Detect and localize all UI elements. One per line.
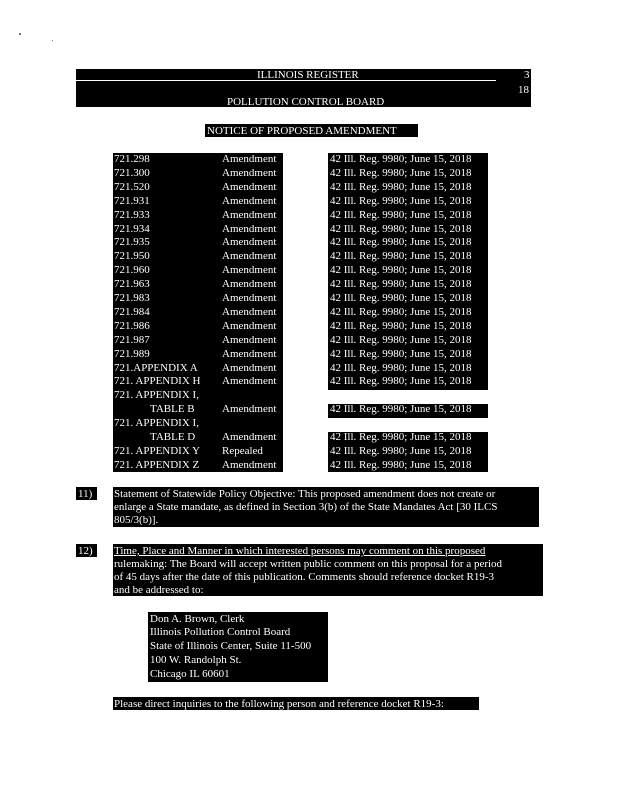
table-cell-action: Amendment — [222, 361, 277, 374]
item-11-line-2: enlarge a State mandate, as defined in Section 3(b) of the State Mandates Act [30 ILCS — [114, 501, 498, 513]
table-cell-citation: 42 Ill. Reg. 9980; June 15, 2018 — [330, 292, 472, 304]
table-cell-action — [222, 389, 283, 402]
table-cell-citation: 42 Ill. Reg. 9980; June 15, 2018 — [330, 403, 472, 416]
table-cell-citation: 42 Ill. Reg. 9980; June 15, 2018 — [330, 208, 472, 221]
table-cell-citation: 42 Ill. Reg. 9980; June 15, 2018 — [330, 180, 472, 193]
table-cell-citation: 42 Ill. Reg. 9980; June 15, 2018 — [330, 166, 472, 179]
table-cell-action: Amendment — [222, 278, 277, 291]
register-title: ILLINOIS REGISTER — [257, 69, 359, 81]
table-cell-section: 721. APPENDIX Z — [114, 458, 200, 471]
item-12-line-2: rulemaking: The Board will accept written public comment on this proposal for a period — [114, 558, 503, 570]
table-cell-action: Amendment — [222, 264, 277, 277]
address-line-3: State of Illinois Center, Suite 11-500 — [150, 640, 312, 652]
page-number: 3 — [524, 69, 530, 81]
table-cell-action: Amendment — [222, 153, 277, 165]
table-cell-section: 721. APPENDIX H — [114, 375, 201, 388]
table-cell-citation: 42 Ill. Reg. 9980; June 15, 2018 — [330, 194, 472, 207]
notice-title: NOTICE OF PROPOSED AMENDMENT — [207, 125, 397, 137]
address-line-1: Don A. Brown, Clerk — [150, 613, 245, 625]
table-cell-citation: 42 Ill. Reg. 9980; June 15, 2018 — [330, 333, 472, 346]
table-cell-action: Amendment — [222, 319, 277, 332]
scan-speck — [19, 33, 21, 35]
item-11-line-1: Statement of Statewide Policy Objective: This proposed amendment does not create or — [114, 488, 496, 500]
table-cell-citation: 42 Ill. Reg. 9980; June 15, 2018 — [330, 361, 472, 374]
table-cell-citation: 42 Ill. Reg. 9980; June 15, 2018 — [330, 347, 472, 360]
item-11-number: 11) — [78, 488, 93, 500]
table-cell-section: 721.986 — [114, 319, 150, 332]
table-cell-section: 721.933 — [114, 208, 150, 221]
table-cell-section: 721.931 — [114, 194, 150, 207]
table-cell-action: Amendment — [222, 222, 277, 235]
table-cell-section: 721. APPENDIX I, — [114, 389, 199, 402]
item-12-line-1: Time, Place and Manner in which interested persons may comment on this proposed — [114, 545, 486, 557]
item-12-line-4: and be addressed to: — [114, 584, 204, 596]
table-cell-action — [222, 417, 283, 430]
table-cell-section: 721.983 — [114, 292, 150, 304]
table-cell-section: 721.963 — [114, 278, 150, 291]
table-cell-section: 721.989 — [114, 347, 150, 360]
table-cell-action: Amendment — [222, 236, 277, 249]
table-cell-citation: 42 Ill. Reg. 9980; June 15, 2018 — [330, 431, 472, 443]
item-12-number: 12) — [78, 545, 93, 557]
table-cell-citation — [330, 389, 488, 402]
table-cell-citation — [330, 417, 488, 430]
table-cell-section: 721.298 — [114, 153, 150, 165]
table-cell-section: 721.984 — [114, 305, 150, 318]
issue-number: 18 — [518, 84, 529, 96]
table-cell-section: TABLE D — [150, 431, 196, 443]
table-cell-citation: 42 Ill. Reg. 9980; June 15, 2018 — [330, 319, 472, 332]
table-cell-section: 721.934 — [114, 222, 150, 235]
table-cell-action: Amendment — [222, 208, 277, 221]
inquiries-line: Please direct inquiries to the following person and reference docket R19-3: — [114, 698, 444, 710]
table-cell-section: 721.950 — [114, 250, 150, 263]
table-cell-action: Amendment — [222, 305, 277, 318]
table-cell-action: Amendment — [222, 194, 277, 207]
table-cell-citation: 42 Ill. Reg. 9980; June 15, 2018 — [330, 278, 472, 291]
table-cell-citation: 42 Ill. Reg. 9980; June 15, 2018 — [330, 305, 472, 318]
item-12-line-3: of 45 days after the date of this publication. Comments should reference docket R19-3 — [114, 571, 495, 583]
table-cell-action: Amendment — [222, 375, 277, 388]
table-cell-section: 721.APPENDIX A — [114, 361, 198, 374]
item-11-line-3: 805/3(b)]. — [114, 514, 159, 526]
scan-speck — [52, 40, 53, 41]
table-cell-action: Amendment — [222, 180, 277, 193]
table-cell-citation: 42 Ill. Reg. 9980; June 15, 2018 — [330, 236, 472, 249]
table-cell-action: Amendment — [222, 458, 277, 471]
table-cell-action: Amendment — [222, 431, 277, 443]
table-cell-section: 721.987 — [114, 333, 150, 346]
address-line-2: Illinois Pollution Control Board — [150, 626, 291, 638]
table-cell-citation: 42 Ill. Reg. 9980; June 15, 2018 — [330, 458, 472, 471]
address-line-4: 100 W. Randolph St. — [150, 654, 242, 666]
table-cell-action: Amendment — [222, 347, 277, 360]
table-cell-section: 721.520 — [114, 180, 150, 193]
table-cell-section: TABLE B — [150, 403, 195, 416]
table-cell-section: 721.935 — [114, 236, 150, 249]
table-cell-citation: 42 Ill. Reg. 9980; June 15, 2018 — [330, 264, 472, 277]
table-cell-citation: 42 Ill. Reg. 9980; June 15, 2018 — [330, 222, 472, 235]
table-cell-section: 721.300 — [114, 166, 150, 179]
table-cell-action: Amendment — [222, 250, 277, 263]
table-cell-action: Amendment — [222, 166, 277, 179]
agency-name: POLLUTION CONTROL BOARD — [227, 96, 385, 108]
table-cell-citation: 42 Ill. Reg. 9980; June 15, 2018 — [330, 375, 472, 388]
table-cell-citation: 42 Ill. Reg. 9980; June 15, 2018 — [330, 250, 472, 263]
table-cell-section: 721. APPENDIX Y — [114, 444, 201, 457]
table-cell-action: Amendment — [222, 403, 277, 416]
address-line-5: Chicago IL 60601 — [150, 668, 230, 680]
table-cell-citation: 42 Ill. Reg. 9980; June 15, 2018 — [330, 153, 472, 165]
table-cell-section: 721.960 — [114, 264, 150, 277]
table-cell-action: Amendment — [222, 292, 277, 304]
table-cell-section: 721. APPENDIX I, — [114, 417, 199, 430]
table-cell-action: Amendment — [222, 333, 277, 346]
table-cell-action: Repealed — [222, 444, 263, 457]
table-cell-citation: 42 Ill. Reg. 9980; June 15, 2018 — [330, 444, 472, 457]
